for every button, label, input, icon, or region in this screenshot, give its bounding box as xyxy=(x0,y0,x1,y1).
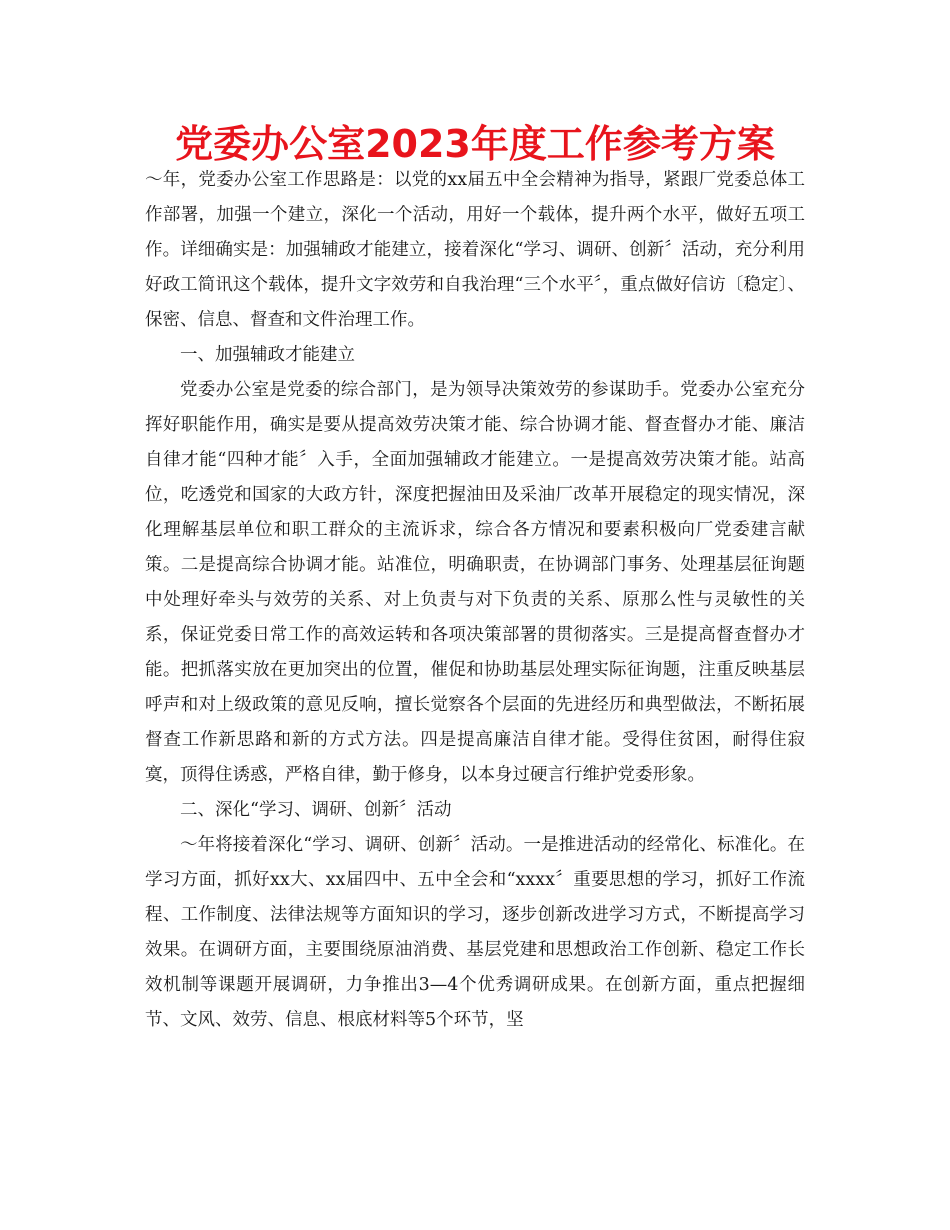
section-body-1: 党委办公室是党委的综合部门，是为领导决策效劳的参谋助手。党委办公室充分挥好职能作用，确实是要从提高效劳决策才能、综合协调才能、督查督办才能、廉洁自律才能“四种才能〞入手，全面加强辅政才能建立。一是提高效劳决策才能。站高位，吃透党和国家的大政方针，深度把握油田及采油厂改革开展稳定的现实情况，深化理解基层单位和职工群众的主流诉求，综合各方情况和要素积极向厂党委建言献策。二是提高综合协调才能。站准位，明确职责，在协调部门事务、处理基层征询题中处理好牵头与效劳的关系、对上负责与对下负责的关系、原那么性与灵敏性的关系，保证党委日常工作的高效运转和各项决策部署的贯彻落实。三是提高督查督办才能。把抓落实放在更加突出的位置，催促和协助基层处理实际征询题，注重反映基层呼声和对上级政策的意见反响，擅长觉察各个层面的先进经历和典型做法，不断拓展督查工作新思路和新的方式方法。四是提高廉洁自律才能。受得住贫困，耐得住寂寞，顶得住诱惑，严格自律，勤于修身，以本身过硬言行维护党委形象。 xyxy=(145,380,805,785)
document-title: 党委办公室2023年度工作参考方案 xyxy=(175,122,775,166)
section-heading-1: 一、加强辅政才能建立 xyxy=(180,345,355,365)
section-body-2: ～年将接着深化“学习、调研、创新〞活动。一是推进活动的经常化、标准化。在学习方面，抓好xx大、xx届四中、五中全会和“xxxx〞重要思想的学习，抓好工作流程、工作制度、法律法规等方面知识的学习，逐步创新改进学习方式，不断提高学习效果。在调研方面，主要围绕原油消费、基层党建和思想政治工作创新、稳定工作长效机制等课题开展调研，力争推出3—4个优秀调研成果。在创新方面，重点把握细节、文风、效劳、信息、根底材料等5个环节，坚 xyxy=(145,835,805,1030)
intro-paragraph: ～年，党委办公室工作思路是：以党的xx届五中全会精神为指导，紧跟厂党委总体工作部署，加强一个建立，深化一个活动，用好一个载体，提升两个水平，做好五项工作。详细确实是：加强辅政才能建立，接着深化“学习、调研、创新〞活动，充分利用好政工简讯这个载体，提升文字效劳和自我治理“三个水平〞，重点做好信访〔稳定〕、保密、信息、督查和文件治理工作。 xyxy=(145,170,805,330)
section-heading-2: 二、深化“学习、调研、创新〞活动 xyxy=(180,800,452,820)
document-body xyxy=(145,163,805,1038)
